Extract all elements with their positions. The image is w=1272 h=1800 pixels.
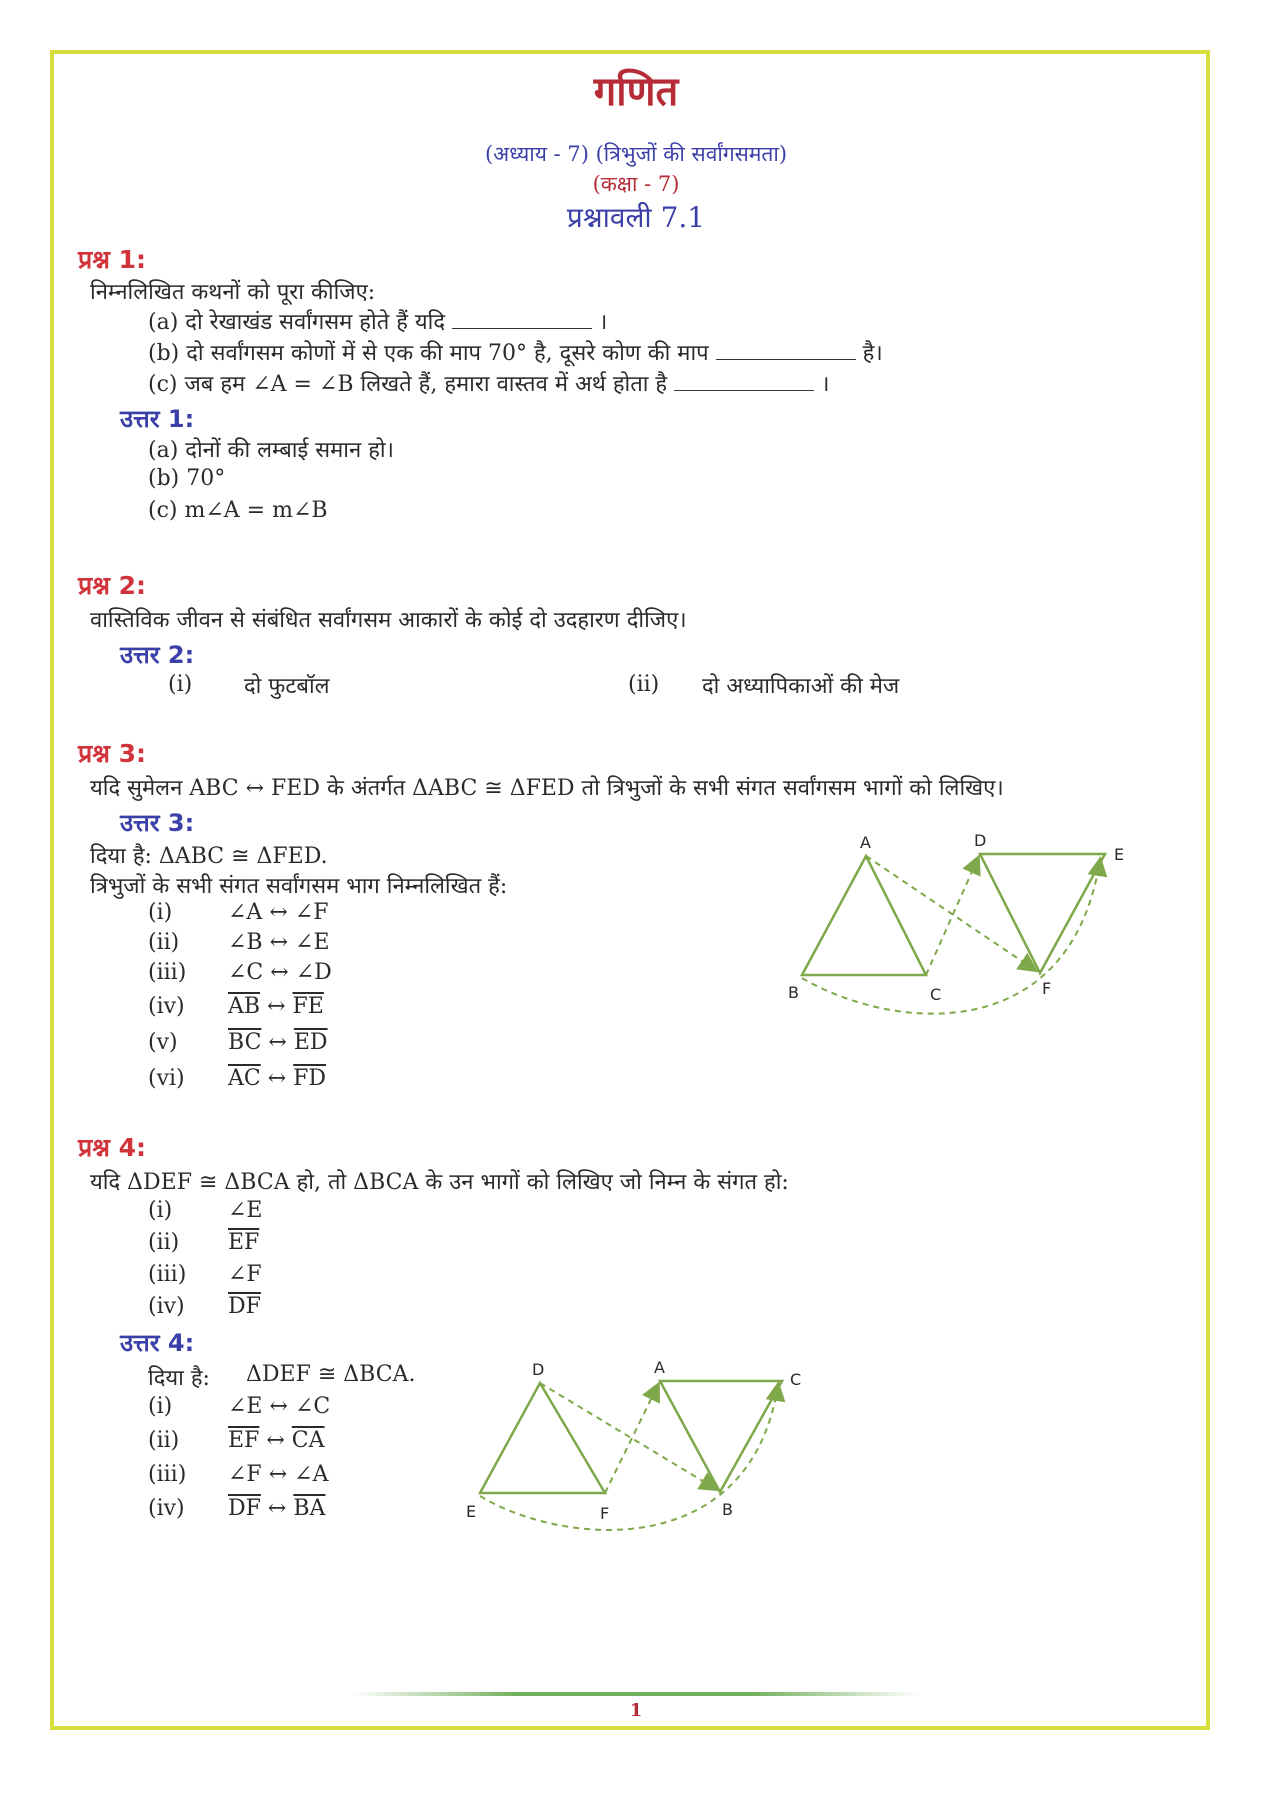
q3-heading: प्रश्न 3: (78, 739, 146, 768)
a3-row-vi: $\overline{AC}$ ↔ $\overline{FD}$ (228, 1066, 327, 1091)
a3-label-iv: (iv) (148, 994, 185, 1019)
a2-heading: उत्तर 2: (120, 641, 195, 669)
q1-part-a: (a) दो रेखाखंड सर्वांगसम होते हैं यदि । (148, 310, 608, 335)
q4-text: यदि ΔDEF ≅ ΔBCA हो, तो ΔBCA के उन भागों को लिखिए जो निम्न के संगत हो: (90, 1170, 789, 1195)
q3-text: यदि सुमेलन ABC ↔ FED के अंतर्गत ΔABC ≅ ΔFED तो त्रिभुजों के सभी संगत सर्वांगसम भागों को लिखिए। (90, 776, 1004, 801)
q4-label-i: (i) (148, 1198, 173, 1223)
label-D: D (974, 831, 987, 850)
a3-row-iii: ∠C ↔ ∠D (228, 960, 332, 985)
chapter-subtitle: (अध्याय - 7) (त्रिभुजों की सर्वांगसमता) (484, 142, 788, 166)
triangle-def-2 (480, 1383, 605, 1493)
dashed-f-a (605, 1385, 658, 1493)
label-A: A (860, 833, 871, 852)
a3-row-v: $\overline{BC}$ ↔ $\overline{ED}$ (228, 1030, 328, 1055)
label-A-2: A (654, 1358, 665, 1377)
a3-label-i: (i) (148, 900, 173, 925)
a2-item-ii-label: (ii) (628, 672, 660, 697)
blank-b (716, 341, 856, 360)
a4-row-iii: ∠F ↔ ∠A (228, 1462, 329, 1487)
a1-part-b: (b) 70° (148, 466, 226, 491)
a3-row-iv: $\overline{AB}$ ↔ $\overline{FE}$ (228, 994, 324, 1019)
q4-figure (460, 1355, 820, 1565)
a4-label-iii: (iii) (148, 1462, 187, 1487)
blank-c (674, 372, 814, 391)
label-B-2: B (722, 1500, 733, 1519)
q4-item-ii: $\overline{EF}$ (228, 1230, 260, 1255)
label-C-2: C (790, 1370, 802, 1389)
a3-given: दिया है: ΔABC ≅ ΔFED. (90, 844, 328, 869)
q1-part-b: (b) दो सर्वांगसम कोणों में से एक की माप 70° है, दूसरे कोण की माप है। (148, 341, 883, 366)
q2-text: वास्तिविक जीवन से संबंधित सर्वांगसम आकारों के कोई दो उदहारण दीजिए। (90, 608, 687, 633)
q1-text: निम्नलिखित कथनों को पूरा कीजिए: (90, 280, 376, 305)
class-subtitle: (कक्षा - 7) (592, 172, 680, 196)
a4-label-ii: (ii) (148, 1428, 180, 1453)
a3-label-ii: (ii) (148, 930, 180, 955)
a2-item-i-label: (i) (168, 672, 193, 697)
a4-label-i: (i) (148, 1394, 173, 1419)
q4-label-ii: (ii) (148, 1230, 180, 1255)
q4-heading: प्रश्न 4: (78, 1133, 146, 1162)
q4-item-iv: $\overline{DF}$ (228, 1294, 261, 1319)
a1-part-a: (a) दोनों की लम्बाई समान हो। (148, 438, 394, 463)
a2-item-ii: दो अध्यापिकाओं की मेज (702, 674, 900, 699)
footer-divider (350, 1692, 920, 1696)
a4-given-label: दिया है: (148, 1366, 210, 1391)
a4-row-iv: $\overline{DF}$ ↔ $\overline{BA}$ (228, 1496, 326, 1521)
a4-heading: उत्तर 4: (120, 1329, 195, 1357)
q4-item-iii: ∠F (228, 1262, 262, 1287)
a1-part-c: (c) m∠A = m∠B (148, 498, 328, 523)
q1-heading: प्रश्न 1: (78, 245, 146, 274)
blank-a (452, 310, 592, 329)
exercise-title: प्रश्नावली 7.1 (566, 201, 706, 234)
a3-heading: उत्तर 3: (120, 809, 195, 837)
label-B: B (788, 983, 799, 1002)
q4-label-iv: (iv) (148, 1294, 185, 1319)
triangle-abc-2 (660, 1381, 782, 1492)
label-F-2: F (600, 1504, 610, 1523)
a3-label-vi: (vi) (148, 1066, 185, 1091)
q4-item-i: ∠E (228, 1198, 263, 1223)
a3-label-v: (v) (148, 1030, 178, 1055)
label-F: F (1042, 979, 1052, 998)
triangle-abc (802, 856, 926, 975)
dashed-b-e (802, 860, 1100, 1014)
a4-label-iv: (iv) (148, 1496, 185, 1521)
a2-item-i: दो फुटबॉल (244, 674, 330, 699)
a3-intro: त्रिभुजों के सभी संगत सर्वांगसम भाग निम्नलिखित हैं: (90, 874, 508, 899)
label-C: C (930, 985, 942, 1004)
a3-row-i: ∠A ↔ ∠F (228, 900, 329, 925)
a4-row-ii: $\overline{EF}$ ↔ $\overline{CA}$ (228, 1428, 325, 1453)
a3-row-ii: ∠B ↔ ∠E (228, 930, 330, 955)
label-E-2: E (466, 1502, 477, 1521)
a4-row-i: ∠E ↔ ∠C (228, 1394, 331, 1419)
q1-part-c: (c) जब हम ∠A = ∠B लिखते हैं, हमारा वास्तव में अर्थ होता है । (148, 372, 830, 397)
a4-given: ΔDEF ≅ ΔBCA. (246, 1362, 416, 1387)
q4-label-iii: (iii) (148, 1262, 187, 1287)
a3-label-iii: (iii) (148, 960, 187, 985)
q2-heading: प्रश्न 2: (78, 571, 146, 600)
q3-figure (780, 820, 1160, 1050)
page-number: 1 (629, 1700, 643, 1721)
a1-heading: उत्तर 1: (120, 405, 195, 433)
page-title: गणित (593, 69, 679, 115)
dashed-e-c (480, 1385, 778, 1530)
label-D-2: D (532, 1360, 545, 1379)
label-E: E (1114, 845, 1125, 864)
dashed-c-d (926, 858, 978, 975)
